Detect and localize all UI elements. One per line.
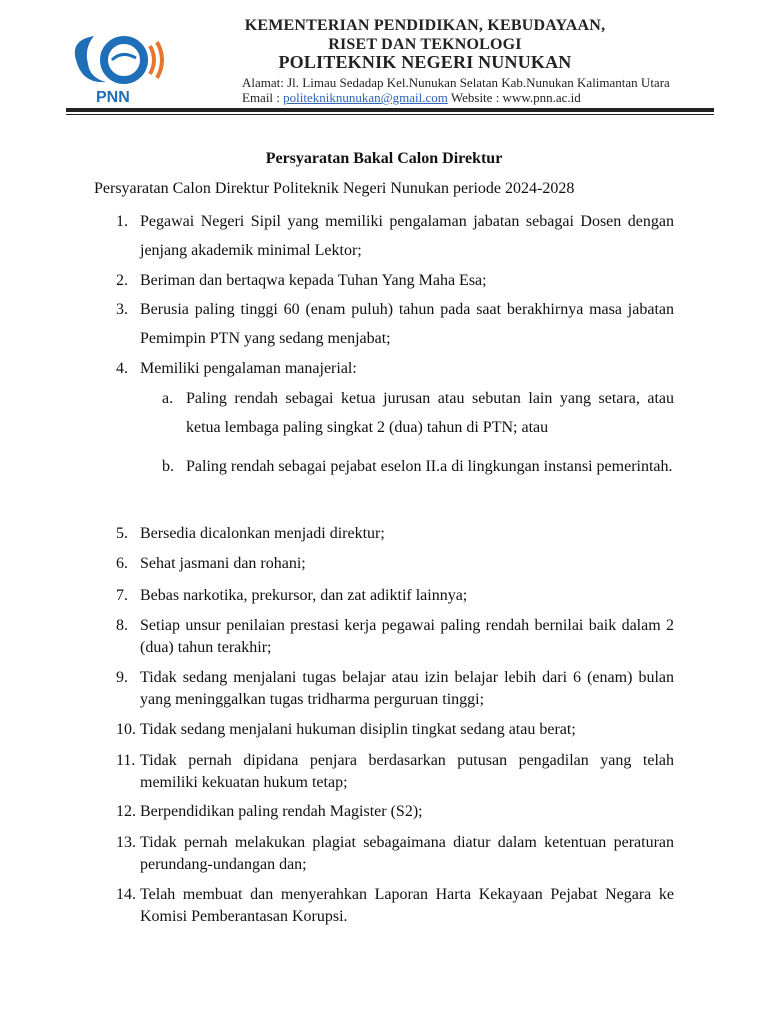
pnn-logo [66, 30, 172, 106]
item-number: 4. [116, 360, 128, 377]
item-text: Bebas narkotika, prekursor, dan zat adiktif lainnya; [140, 587, 468, 604]
item-text: Berusia paling tinggi 60 (enam puluh) tahun pada saat berakhirnya masa jabatan Pemimpin PTN yang sedang menjabat; [140, 301, 674, 347]
item-text: Sehat jasmani dan rohani; [140, 555, 306, 572]
email-label: Email : [242, 90, 284, 105]
item-text: Setiap unsur penilaian prestasi kerja pegawai paling rendah bernilai baik dalam 2 (dua) tahun terakhir; [140, 617, 674, 656]
logo-text: PNN [96, 89, 130, 106]
item-number: 13. [116, 834, 136, 851]
item-text: Pegawai Negeri Sipil yang memiliki pengalaman jabatan sebagai Dosen dengan jenjang akademik minimal Lektor; [140, 213, 674, 259]
item-number: 11. [116, 752, 136, 769]
ministry-name-line1: KEMENTERIAN PENDIDIKAN, KEBUDAYAAN, [244, 17, 606, 34]
website-text: Website : www.pnn.ac.id [447, 90, 581, 105]
requirement-item [116, 585, 674, 607]
sub-item-letter: a. [162, 390, 174, 407]
item-text: Beriman dan bertaqwa kepada Tuhan Yang Maha Esa; [140, 272, 487, 289]
item-number: 9. [116, 669, 128, 686]
document-title: Persyaratan Bakal Calon Direktur [265, 150, 503, 167]
requirement-item [116, 667, 674, 711]
item-text: Tidak pernah dipidana penjara berdasarkan putusan pengadilan yang telah memiliki kekuatan hukum tetap; [140, 752, 674, 791]
sub-item [162, 452, 674, 481]
item-number: 7. [116, 587, 128, 604]
ministry-name-line2: RISET DAN TEKNOLOGI [328, 36, 522, 53]
item-number: 6. [116, 555, 128, 572]
requirement-item [116, 207, 674, 265]
institution-name: POLITEKNIK NEGERI NUNUKAN [278, 52, 572, 72]
sub-item [162, 384, 674, 442]
item-number: 14. [116, 886, 136, 903]
intro-text: Persyaratan Calon Direktur Politeknik Negeri Nunukan periode 2024-2028 [94, 180, 575, 197]
item-text: Bersedia dicalonkan menjadi direktur; [140, 525, 385, 542]
contact-line [242, 90, 581, 106]
letterhead [0, 0, 768, 122]
item-number: 1. [116, 213, 128, 230]
item-text: Tidak sedang menjalani tugas belajar atau izin belajar lebih dari 6 (enam) bulan yang meninggalkan tugas tridharma perguruan tinggi; [140, 669, 674, 708]
requirement-item [116, 719, 674, 741]
item-text: Telah membuat dan menyerahkan Laporan Harta Kekayaan Pejabat Negara ke Komisi Pemberantasan Korupsi. [140, 886, 674, 925]
item-text: Memiliki pengalaman manajerial: [140, 360, 357, 377]
requirement-item [116, 615, 674, 659]
requirement-item [116, 354, 674, 383]
email-link[interactable]: politekniknunukan@gmail.com [283, 90, 448, 105]
sub-item-text: Paling rendah sebagai ketua jurusan atau sebutan lain yang setara, atau ketua lembaga paling singkat 2 (dua) tahun di PTN; atau [186, 390, 674, 436]
item-text: Berpendidikan paling rendah Magister (S2); [140, 803, 423, 820]
item-number: 5. [116, 525, 128, 542]
item-number: 2. [116, 272, 128, 289]
requirement-item [116, 832, 674, 876]
address: Alamat: Jl. Limau Sedadap Kel.Nunukan Selatan Kab.Nunukan Kalimantan Utara [242, 75, 670, 90]
requirement-item [116, 523, 674, 545]
header-rule-thin [66, 114, 714, 115]
item-number: 3. [116, 301, 128, 318]
item-number: 10. [116, 721, 136, 738]
requirement-item [116, 553, 674, 575]
item-number: 8. [116, 617, 128, 634]
sub-item-letter: b. [162, 458, 174, 475]
requirement-item [116, 750, 674, 794]
requirement-item [116, 266, 674, 295]
sub-item-text: Paling rendah sebagai pejabat eselon II.a di lingkungan instansi pemerintah. [186, 458, 673, 475]
item-text: Tidak sedang menjalani hukuman disiplin tingkat sedang atau berat; [140, 721, 576, 738]
requirement-item [116, 295, 674, 353]
requirement-item [116, 801, 674, 823]
item-number: 12. [116, 803, 136, 820]
requirement-item [116, 884, 674, 928]
header-rule-thick [66, 108, 714, 112]
item-text: Tidak pernah melakukan plagiat sebagaimana diatur dalam ketentuan peraturan perundang-undangan dan; [140, 834, 674, 873]
